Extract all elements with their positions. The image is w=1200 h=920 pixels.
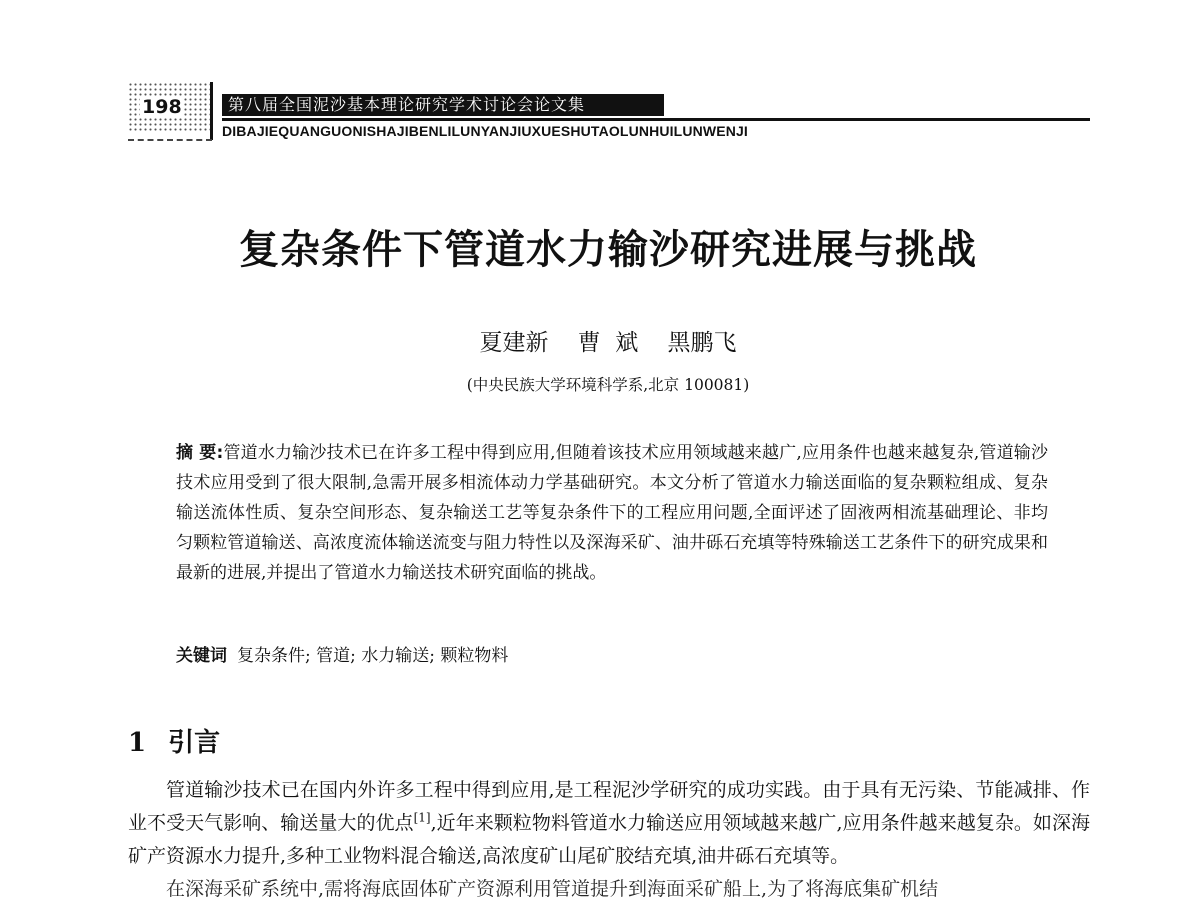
abstract [176,438,1048,588]
header-horizontal-rule [222,118,1090,121]
proceedings-title: 第八届全国泥沙基本理论研究学术讨论会论文集 [228,95,586,114]
paper-title: 复杂条件下管道水力输沙研究进展与挑战 [239,227,977,273]
section-heading [128,722,220,759]
section-number: 1 [128,728,147,758]
paragraph [128,774,1090,873]
keywords [176,641,1048,671]
paragraph: 在深海采矿系统中,需将海底固体矿产资源利用管道提升到海面采矿船上,为了将海底集矿机结 [166,878,939,900]
abstract-label: 摘 要: [176,443,224,463]
citation-ref: [1] [413,810,431,825]
section-body [128,774,1090,920]
proceedings-pinyin: DIBAJIEQUANGUONISHAJIBENLILUNYANJIUXUESHUTAOLUNHUILUNWENJI [222,123,748,139]
affiliation: (中央民族大学环境科学系,北京 100081) [466,376,750,394]
author-list: 夏建新 曹 斌 黑鹏飞 [479,330,737,356]
keywords-text: 复杂条件; 管道; 水力输送; 颗粒物料 [237,646,509,666]
header-dashed-underline [128,139,212,141]
paragraph-text-part-1: 管道输沙技术已在国内外许多工程中得到应用,是工程泥沙学研究的成功实践。由于具有无污染、节能减排、作业不受天气影响、输送量大的优点 [128,779,1090,834]
keywords-label: 关键词 [176,646,227,666]
paragraph-text-part-2: ,近年来颗粒物料管道水力输送应用领域越来越广,应用条件越来越复杂。如深海矿产资源水力提升,多种工业物料混合输送,高浓度矿山尾矿胶结充填,油井砾石充填等。 [128,812,1090,867]
section-title: 引言 [168,728,221,758]
header-vertical-rule [210,82,213,140]
abstract-text: 管道水力输沙技术已在许多工程中得到应用,但随着该技术应用领域越来越广,应用条件也越来越复杂,管道输沙技术应用受到了很大限制,急需开展多相流体动力学基础研究。本文分析了管道水力输送面临的复杂颗粒组成、复杂输送流体性质、复杂空间形态、复杂输送工艺等复杂条件下的工程应用问题,全面评述了固液两相流基础理论、非均匀颗粒管道输送、高浓度流体输送流变与阻力特性以及深海采矿、油井砾石充填等特殊输送工艺条件下的研究成果和最新的进展,并提出了管道水力输送技术研究面临的挑战。 [176,443,1048,583]
page-number: 198 [142,96,182,118]
